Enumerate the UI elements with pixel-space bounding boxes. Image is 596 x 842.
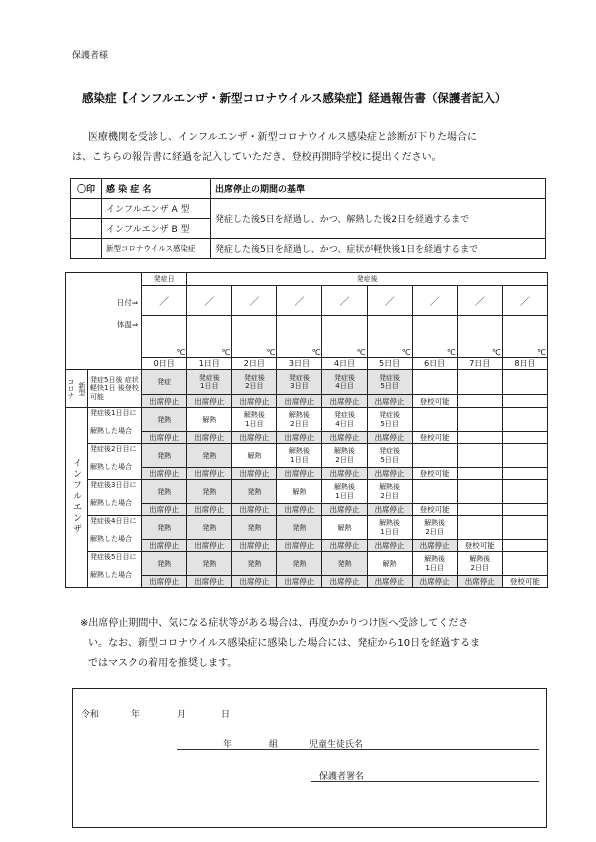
temperature-entry-cell[interactable]: ℃	[187, 316, 232, 358]
attendance-ok-cell: 登校可能	[412, 432, 457, 444]
covid-group-sub: 新型	[78, 381, 87, 396]
attendance-stop-cell: 出席停止	[187, 576, 232, 588]
day-label-1: 1日目	[187, 358, 232, 370]
attendance-stop-cell: 出席停止	[277, 468, 322, 480]
flu-status-cell: 解熱後 1日目	[412, 552, 457, 576]
temperature-entry-cell[interactable]: ℃	[367, 316, 412, 358]
attendance-ok-cell: 登校可能	[457, 540, 502, 552]
flu-status-cell	[412, 408, 457, 432]
table-row	[66, 408, 548, 432]
flu-status-cell: 解熱	[187, 408, 232, 432]
covid-group-text: コロナ	[67, 378, 76, 399]
empty-cell	[502, 395, 547, 408]
flu-status-cell: 発熱	[142, 444, 187, 468]
attendance-stop-cell: 出席停止	[367, 432, 412, 444]
temperature-entry-cell[interactable]: ℃	[502, 316, 547, 358]
flu-status-cell	[502, 444, 547, 468]
flu-row-label	[88, 408, 142, 444]
attendance-stop-cell: 出席停止	[232, 468, 277, 480]
flu-row-label-b: 解熱した場合	[90, 535, 133, 544]
table-row	[66, 444, 548, 468]
flu-status-cell	[457, 480, 502, 504]
flu-status-cell: 発熱	[232, 516, 277, 540]
flu-status-cell: 解熱	[367, 552, 412, 576]
empty-cell	[502, 432, 547, 444]
flu-status-cell: 解熱	[232, 444, 277, 468]
temperature-entry-cell[interactable]: ℃	[232, 316, 277, 358]
flu-status-cell: 解熱後 2日目	[412, 516, 457, 540]
flu-status-cell: 発熱	[277, 552, 322, 576]
flu-status-cell: 発熱	[142, 552, 187, 576]
date-entry-cell[interactable]: ／	[277, 286, 322, 316]
flu-status-cell: 解熱後 2日目	[277, 408, 322, 432]
covid-status-cell: 発症	[142, 370, 187, 395]
flu-row-label	[88, 552, 142, 588]
temperature-entry-cell[interactable]: ℃	[142, 316, 187, 358]
corner-cell	[66, 273, 142, 370]
disease-flu-b: インフルエンザ B 型	[102, 219, 211, 239]
flu-status-cell: 発熱	[187, 480, 232, 504]
empty-cell	[502, 540, 547, 552]
student-name-line[interactable]	[177, 749, 539, 750]
mark-column-header: 〇印	[71, 179, 102, 199]
day-label-2: 2日目	[232, 358, 277, 370]
flu-status-cell: 解熱後 1日目	[277, 444, 322, 468]
date-entry-cell[interactable]: ／	[457, 286, 502, 316]
class-label: 組	[269, 740, 279, 750]
month-label: 月	[177, 710, 187, 720]
covid-criteria: 発症した後5日を経過し、かつ、症状が軽快後1日を経過するまで	[211, 239, 546, 259]
flu-status-cell: 発熱	[142, 408, 187, 432]
covid-status-cell: 発症後 2日目	[232, 370, 277, 395]
page-title: 感染症【インフルエンザ・新型コロナウイルス感染症】経過報告書（保護者記入）	[82, 91, 507, 105]
attendance-stop-cell: 出席停止	[187, 540, 232, 552]
flu-row-label-a: 発症後1日目に	[90, 409, 137, 417]
flu-status-cell	[412, 480, 457, 504]
flu-status-cell: 解熱後 2日目	[322, 444, 367, 468]
covid-status-cell: 発症後 4日目	[322, 370, 367, 395]
date-entry-cell[interactable]: ／	[187, 286, 232, 316]
attendance-stop-cell: 出席停止	[322, 540, 367, 552]
flu-status-cell	[457, 516, 502, 540]
attendance-stop-cell: 出席停止	[142, 504, 187, 516]
attendance-stop-cell: 出席停止	[412, 576, 457, 588]
guardian-sign-line[interactable]	[311, 781, 539, 782]
day-label: 日	[221, 710, 231, 720]
flu-row-label	[88, 480, 142, 516]
progress-table	[65, 272, 548, 588]
flu-status-cell: 解熱後 1日目	[322, 480, 367, 504]
after-onset-header: 発症後	[187, 273, 548, 286]
attendance-stop-cell: 出席停止	[367, 504, 412, 516]
flu-status-cell: 発熱	[187, 516, 232, 540]
flu-row-label	[88, 516, 142, 552]
covid-status-cell	[457, 370, 502, 395]
attendance-stop-cell: 出席停止	[277, 576, 322, 588]
mark-cell-covid[interactable]	[71, 239, 102, 259]
flu-status-cell	[457, 444, 502, 468]
flu-status-cell	[502, 408, 547, 432]
note-line-2: い。なお、新型コロナウイルス感染症に感染した場合には、発症から10日を経過するま	[88, 638, 481, 649]
date-entry-cell[interactable]: ／	[142, 286, 187, 316]
flu-status-cell	[502, 552, 547, 576]
attendance-stop-cell: 出席停止	[277, 395, 322, 408]
flu-row-label-a: 発症後4日目に	[90, 517, 137, 525]
flu-status-cell: 発熱	[232, 552, 277, 576]
mark-cell-flu-b[interactable]	[71, 219, 102, 239]
table-row	[66, 480, 548, 504]
attendance-ok-cell: 登校可能	[412, 504, 457, 516]
attendance-stop-cell: 出席停止	[232, 504, 277, 516]
flu-group-label	[66, 408, 88, 588]
disease-covid: 新型コロナウイルス感染症	[102, 239, 211, 259]
flu-status-cell: 発症後 5日目	[367, 408, 412, 432]
attendance-stop-cell: 出席停止	[232, 432, 277, 444]
flu-row-label-b: 解熱した場合	[90, 499, 133, 508]
onset-day-header: 発症日	[142, 273, 187, 286]
attendance-stop-cell: 出席停止	[277, 432, 322, 444]
flu-status-cell: 解熱	[322, 516, 367, 540]
attendance-stop-cell: 出席停止	[322, 395, 367, 408]
attendance-stop-cell: 出席停止	[277, 540, 322, 552]
guardian-sign-label: 保護者署名	[319, 772, 365, 782]
empty-cell	[457, 432, 502, 444]
attendance-stop-cell: 出席停止	[367, 576, 412, 588]
date-entry-cell[interactable]: ／	[412, 286, 457, 316]
attendance-stop-cell: 出席停止	[367, 468, 412, 480]
temperature-entry-cell[interactable]: ℃	[412, 316, 457, 358]
attendance-stop-cell: 出席停止	[232, 395, 277, 408]
day-label-6: 6日目	[412, 358, 457, 370]
attendance-stop-cell: 出席停止	[322, 468, 367, 480]
day-label-7: 7日目	[457, 358, 502, 370]
temperature-entry-cell[interactable]: ℃	[457, 316, 502, 358]
flu-row-label-a: 発症後3日目に	[90, 481, 137, 489]
covid-status-cell: 発症後 3日目	[277, 370, 322, 395]
table-row	[66, 273, 548, 286]
flu-row-label-a: 発症後2日目に	[90, 445, 137, 453]
table-row	[66, 552, 548, 576]
flu-criteria: 発症した後5日を経過し、かつ、解熱した後2日を経過するまで	[211, 199, 546, 239]
covid-group-label	[66, 370, 88, 408]
flu-group-text: インフルエンザ	[71, 458, 82, 535]
attendance-stop-cell: 出席停止	[322, 576, 367, 588]
flu-status-cell: 発症後 4日目	[322, 408, 367, 432]
day-label-3: 3日目	[277, 358, 322, 370]
intro-line-2: は、こちらの報告書に経過を記入していただき、登校再開時学校に提出ください。	[72, 152, 442, 163]
date-entry-cell[interactable]: ／	[367, 286, 412, 316]
attendance-stop-cell: 出席停止	[187, 504, 232, 516]
empty-cell	[457, 504, 502, 516]
day-label-8: 8日目	[502, 358, 547, 370]
student-name-label: 児童生徒氏名	[309, 740, 364, 750]
attendance-stop-cell: 出席停止	[367, 395, 412, 408]
covid-status-cell	[502, 370, 547, 395]
date-row-label: 日付⇒	[116, 298, 139, 307]
covid-status-cell: 発症後 5日目	[367, 370, 412, 395]
flu-status-cell	[457, 408, 502, 432]
flu-row-label-b: 解熱した場合	[90, 571, 133, 580]
era-label: 令和	[81, 710, 100, 720]
attendance-stop-cell: 出席停止	[412, 540, 457, 552]
covid-status-cell	[412, 370, 457, 395]
temperature-entry-cell[interactable]: ℃	[322, 316, 367, 358]
disease-flu-a: インフルエンザ A 型	[102, 199, 211, 219]
flu-status-cell	[412, 444, 457, 468]
year-label: 年	[131, 710, 141, 720]
flu-status-cell: 発熱	[322, 552, 367, 576]
day-label-4: 4日目	[322, 358, 367, 370]
note-line-1: ※出席停止期間中、気になる症状等がある場合は、再度かかりつけ医へ受診してくださ	[80, 618, 469, 629]
flu-status-cell: 解熱後 1日目	[367, 516, 412, 540]
note-line-3: ではマスクの着用を推奨します。	[88, 658, 238, 669]
attendance-stop-cell: 出席停止	[232, 576, 277, 588]
flu-status-cell: 解熱後 2日目	[457, 552, 502, 576]
flu-status-cell: 発熱	[142, 480, 187, 504]
flu-status-cell: 発熱	[142, 516, 187, 540]
attendance-stop-cell: 出席停止	[142, 540, 187, 552]
table-row	[66, 516, 548, 540]
attendance-stop-cell: 出席停止	[187, 468, 232, 480]
attendance-stop-cell: 出席停止	[142, 395, 187, 408]
date-entry-cell[interactable]: ／	[232, 286, 277, 316]
day-label-0: 0日目	[142, 358, 187, 370]
attendance-stop-cell: 出席停止	[232, 540, 277, 552]
table-row	[66, 370, 548, 395]
temp-row-label: 体温⇒	[116, 320, 139, 329]
date-entry-cell[interactable]: ／	[502, 286, 547, 316]
attendance-stop-cell: 出席停止	[187, 395, 232, 408]
flu-row-label-b: 解熱した場合	[90, 463, 133, 472]
flu-status-cell: 発熱	[232, 480, 277, 504]
recipient-label: 保護者様	[72, 51, 109, 61]
intro-line-1: 医療機関を受診し、インフルエンザ・新型コロナウイルス感染症と診断が下りた場合に	[88, 132, 477, 143]
empty-cell	[502, 504, 547, 516]
mark-cell-flu-a[interactable]	[71, 199, 102, 219]
covid-status-cell: 発症後 1日目	[187, 370, 232, 395]
disease-column-header: 感 染 症 名	[102, 179, 211, 199]
attendance-ok-cell: 登校可能	[412, 468, 457, 480]
attendance-stop-cell: 出席停止	[457, 576, 502, 588]
criteria-column-header: 出席停止の期間の基準	[211, 179, 546, 199]
flu-row-label-a: 発症後5日目に	[90, 553, 137, 561]
attendance-stop-cell: 出席停止	[142, 576, 187, 588]
flu-status-cell: 発症後 5日目	[367, 444, 412, 468]
flu-status-cell	[502, 516, 547, 540]
attendance-stop-cell: 出席停止	[142, 468, 187, 480]
criteria-table	[70, 178, 546, 259]
attendance-ok-cell: 登校可能	[412, 395, 457, 408]
attendance-stop-cell: 出席停止	[322, 504, 367, 516]
flu-status-cell: 発熱	[187, 444, 232, 468]
attendance-stop-cell: 出席停止	[367, 540, 412, 552]
date-entry-cell[interactable]: ／	[322, 286, 367, 316]
flu-status-cell: 解熱	[277, 480, 322, 504]
attendance-stop-cell: 出席停止	[142, 432, 187, 444]
flu-status-cell: 解熱後 2日目	[367, 480, 412, 504]
flu-status-cell	[502, 480, 547, 504]
flu-status-cell: 発熱	[277, 516, 322, 540]
empty-cell	[457, 468, 502, 480]
grade-label: 年	[223, 740, 233, 750]
signature-box	[72, 688, 547, 828]
attendance-ok-cell: 登校可能	[502, 576, 547, 588]
attendance-stop-cell: 出席停止	[277, 504, 322, 516]
flu-row-label-b: 解熱した場合	[90, 427, 133, 436]
empty-cell	[502, 468, 547, 480]
flu-row-label	[88, 444, 142, 480]
attendance-stop-cell: 出席停止	[322, 432, 367, 444]
flu-status-cell: 発熱	[187, 552, 232, 576]
day-label-5: 5日目	[367, 358, 412, 370]
flu-status-cell: 解熱後 1日目	[232, 408, 277, 432]
covid-row-label: 発症5日後 症状軽快1日 後登校可能	[88, 370, 142, 408]
temperature-entry-cell[interactable]: ℃	[277, 316, 322, 358]
attendance-stop-cell: 出席停止	[187, 432, 232, 444]
empty-cell	[457, 395, 502, 408]
